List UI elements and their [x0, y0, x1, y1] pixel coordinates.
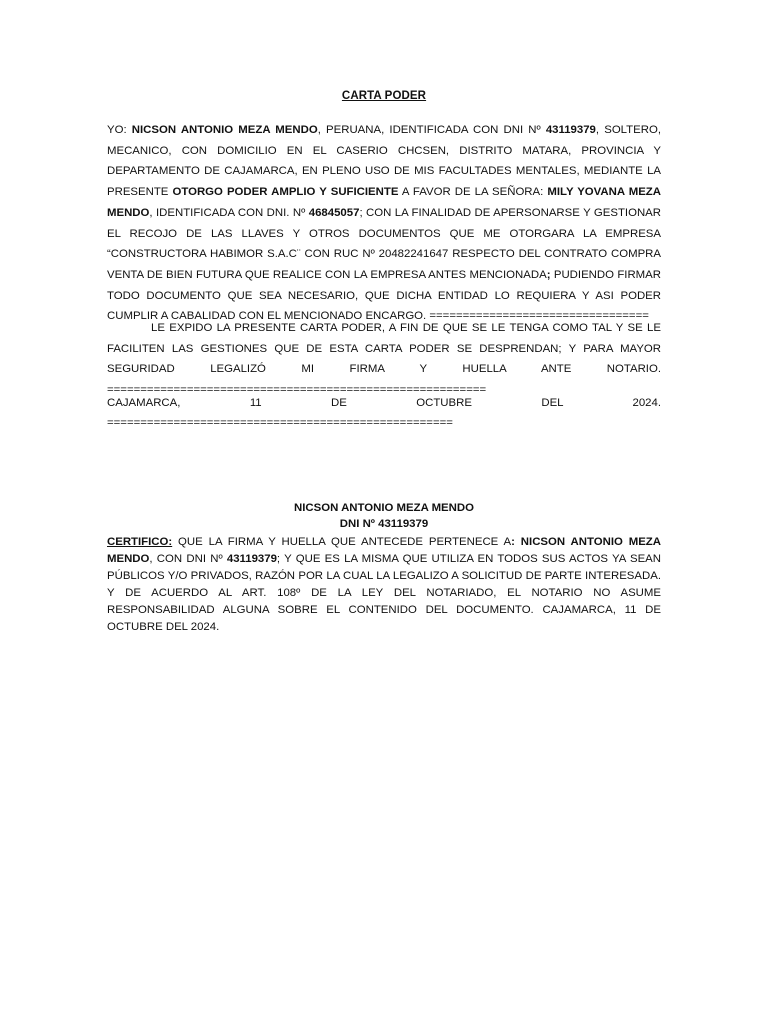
grant-text-1: YO:	[107, 124, 132, 136]
grant-text-4: A FAVOR DE LA SEÑORA:	[398, 186, 548, 199]
certification-label: CERTIFICO:	[107, 536, 173, 548]
grant-phrase: OTORGO PODER AMPLIO Y SUFICIENTE	[172, 186, 399, 199]
document-title: CARTA PODER	[341, 90, 427, 102]
attorney-dni: 46845057	[308, 206, 360, 219]
signature-name: NICSON ANTONIO MEZA MENDO	[294, 502, 474, 514]
attorney-name: MILY YOVANA MEZA MENDO	[107, 186, 661, 219]
certified-name: NICSON ANTONIO MEZA MENDO	[107, 536, 661, 565]
grant-text-5: , IDENTIFICADA CON DNI. Nº	[149, 206, 309, 219]
grant-text-6: ; CON LA FINALIDAD DE APERSONARSE Y GESTIONAR EL RECOJO DE LAS LLAVES Y OTROS DOCUMENTOS QUE ME OTORGARA LA EMPRESA “CONSTRUCTORA HABIMOR S.A.C¨ CON RUC Nº 20482241647 RESPECTO DEL CONTRATO COMPRA VENTA DE BIEN FUTURA QUE REALICE CON LA EMPRESA ANTES MENCIONADA	[107, 206, 661, 281]
notary-certification	[107, 534, 661, 636]
signature-dni: DNI Nº 43119379	[339, 518, 429, 530]
grantor-name: NICSON ANTONIO MEZA MENDO	[131, 124, 318, 136]
certified-dni: 43119379	[226, 553, 277, 565]
certification-text-2: , CON DNI Nº	[149, 553, 227, 565]
grant-semicolon: ;	[546, 268, 551, 281]
certification-colon: :	[511, 536, 515, 548]
grant-text-7: PUDIENDO FIRMAR TODO DOCUMENTO QUE SEA NECESARIO, QUE DICHA ENTIDAD LO REQUIERA Y ASI PODER CUMPLIR A CABALIDAD CON EL MENCIONADO ENCARGO. =================================	[107, 268, 661, 323]
certification-text-1: QUE LA FIRMA Y HUELLA QUE ANTECEDE PERTENECE A	[172, 536, 512, 548]
issuance-text: LE EXPIDO LA PRESENTE CARTA PODER, A FIN DE QUE SE LE TENGA COMO TAL Y SE LE FACILITEN LAS GESTIONES QUE DE ESTA CARTA PODER SE DESPRENDAN; Y PARA MAYOR SEGURIDAD LEGALIZÓ MI FIRMA Y HUELLA ANTE NOTARIO. =========================================================	[107, 322, 661, 397]
certification-text-3: ; Y QUE ES LA MISMA QUE UTILIZA EN TODOS SUS ACTOS YA SEAN PÚBLICOS Y/O PRIVADOS, RAZÓN POR LA CUAL LA LEGALIZO A SOLICITUD DE PARTE INTERESADA. Y DE ACUERDO AL ART. 108º DE LA LEY DEL NOTARIADO, EL NOTARIO NO ASUME RESPONSABILIDAD ALGUNA SOBRE EL CONTENIDO DEL DOCUMENTO. CAJAMARCA, 11 DE OCTUBRE DEL 2024.	[107, 553, 662, 633]
grant-paragraph	[107, 120, 661, 327]
grantor-dni: 43119379	[545, 124, 596, 136]
grant-text-2: , PERUANA, IDENTIFICADA CON DNI Nº	[317, 124, 546, 136]
grant-text-3: , SOLTERO, MECANICO, CON DOMICILIO EN EL CASERIO CHCSEN, DISTRITO MATARA, PROVINCIA Y DEPARTAMENTO DE CAJAMARCA, EN PLENO USO DE MIS FACULTADES MENTALES, MEDIANTE LA PRESENTE	[107, 124, 661, 199]
date-line: CAJAMARCA, 11 DE OCTUBRE DEL 2024. ====================================================	[107, 397, 661, 429]
issuance-paragraph	[107, 318, 661, 401]
